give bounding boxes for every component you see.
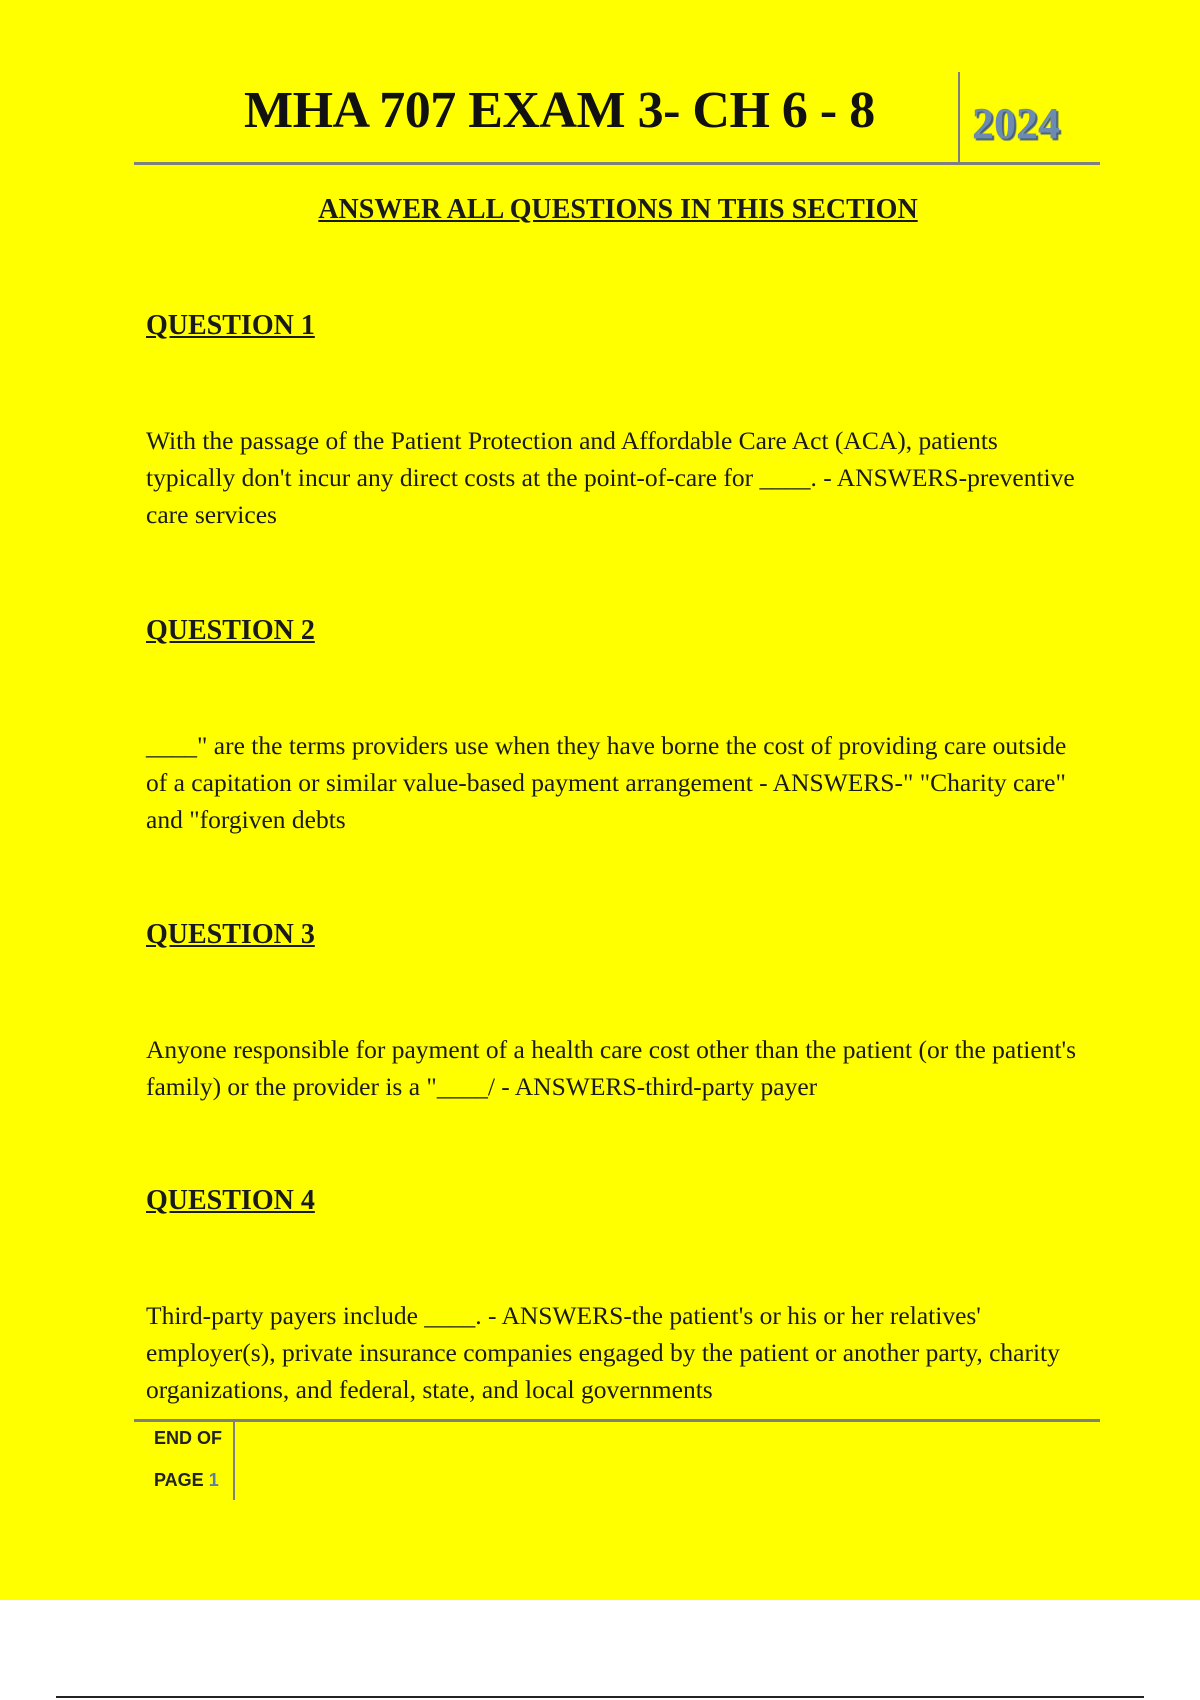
footer-divider bbox=[233, 1422, 235, 1500]
footer-rule bbox=[134, 1419, 1100, 1422]
footer-page-text: PAGE bbox=[154, 1470, 204, 1490]
title-divider bbox=[958, 72, 960, 162]
footer-page-number: 1 bbox=[208, 1470, 219, 1490]
document-title: MHA 707 EXAM 3- CH 6 - 8 bbox=[244, 82, 875, 139]
question-1-text: With the passage of the Patient Protection and Affordable Care Act (ACA), patients typically don't incur any direct costs at the point-of-care for ____. - ANSWERS-preventive care services bbox=[146, 426, 1075, 529]
question-2-heading: QUESTION 2 bbox=[146, 615, 315, 646]
bottom-rule bbox=[56, 1696, 1144, 1698]
footer-page-label bbox=[154, 1468, 219, 1492]
question-2-text: ____" are the terms providers use when they have borne the cost of providing care outside of a capitation or similar value-based payment arrangement - ANSWERS-" "Charity care" and "forgiven debts bbox=[146, 731, 1067, 834]
document-year: 2024 bbox=[972, 99, 1060, 148]
question-4-heading: QUESTION 4 bbox=[146, 1185, 315, 1216]
question-4-text: Third-party payers include ____. - ANSWERS-the patient's or his or her relatives' employer(s), private insurance companies engaged by the patient or another party, charity organizations, and federal, state, and local governments bbox=[146, 1301, 1060, 1404]
footer-end-label: END OF bbox=[154, 1428, 223, 1448]
question-3-heading: QUESTION 3 bbox=[146, 919, 315, 950]
question-3-text: Anyone responsible for payment of a health care cost other than the patient (or the patient's family) or the provider is a "____/ - ANSWERS-third-party payer bbox=[146, 1035, 1077, 1101]
section-instructions: ANSWER ALL QUESTIONS IN THIS SECTION bbox=[318, 194, 918, 225]
title-rule bbox=[134, 162, 1100, 165]
question-1-heading: QUESTION 1 bbox=[146, 310, 315, 341]
